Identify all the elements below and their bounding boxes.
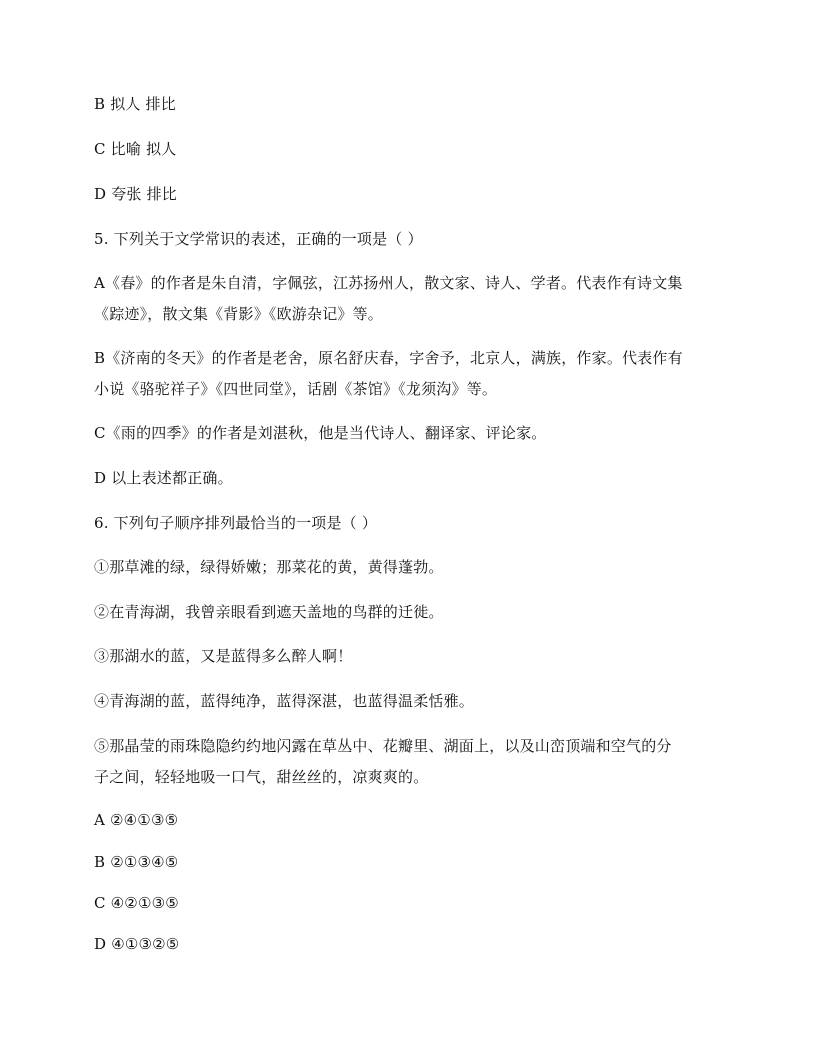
q6-option-c: C ④②①③⑤ — [94, 894, 179, 912]
q5-option-b-line1: B《济南的冬天》的作者是老舍，原名舒庆春，字舍予，北京人，满族，作家。代表作有 — [94, 349, 683, 367]
q5-option-a-line1: A《春》的作者是朱自清，字佩弦，江苏扬州人，散文家、诗人、学者。代表作有诗文集 — [94, 274, 683, 292]
q6-sentence-3: ③那湖水的蓝，又是蓝得多么醉人啊！ — [94, 647, 353, 665]
q6-sentence-1: ①那草滩的绿，绿得娇嫩；那菜花的黄，黄得蓬勃。 — [94, 558, 444, 576]
q6-option-b: B ②①③④⑤ — [94, 853, 179, 871]
q6-sentence-5-line1: ⑤那晶莹的雨珠隐隐约约地闪露在草丛中、花瓣里、湖面上，以及山峦顶端和空气的分 — [94, 737, 672, 755]
q6-sentence-4: ④青海湖的蓝，蓝得纯净，蓝得深湛，也蓝得温柔恬雅。 — [94, 692, 475, 710]
q4-option-b: B 拟人 排比 — [94, 95, 176, 113]
q4-option-d: D 夸张 排比 — [94, 185, 177, 203]
q5-option-b-line2: 小说《骆驼祥子》《四世同堂》，话剧《茶馆》《龙须沟》等。 — [94, 380, 498, 398]
q5-option-c: C《雨的四季》的作者是刘湛秋，他是当代诗人、翻译家、评论家。 — [94, 424, 547, 442]
q6-sentence-2: ②在青海湖，我曾亲眼看到遮天盖地的鸟群的迁徙。 — [94, 603, 444, 621]
q6-option-a: A ②④①③⑤ — [94, 811, 179, 829]
q6-option-d: D ④①③②⑤ — [94, 935, 180, 953]
q5-option-a-line2: 《踪迹》，散文集《背影》《欧游杂记》等。 — [94, 305, 384, 323]
q6-stem: 6. 下列句子顺序排列最恰当的一项是（ ） — [94, 514, 378, 532]
q4-option-c: C 比喻 拟人 — [94, 140, 177, 158]
q6-sentence-5-line2: 子之间，轻轻地吸一口气，甜丝丝的，凉爽爽的。 — [94, 768, 429, 786]
q5-option-d: D 以上表述都正确。 — [94, 469, 233, 487]
q5-stem: 5. 下列关于文学常识的表述，正确的一项是（ ） — [94, 230, 423, 248]
